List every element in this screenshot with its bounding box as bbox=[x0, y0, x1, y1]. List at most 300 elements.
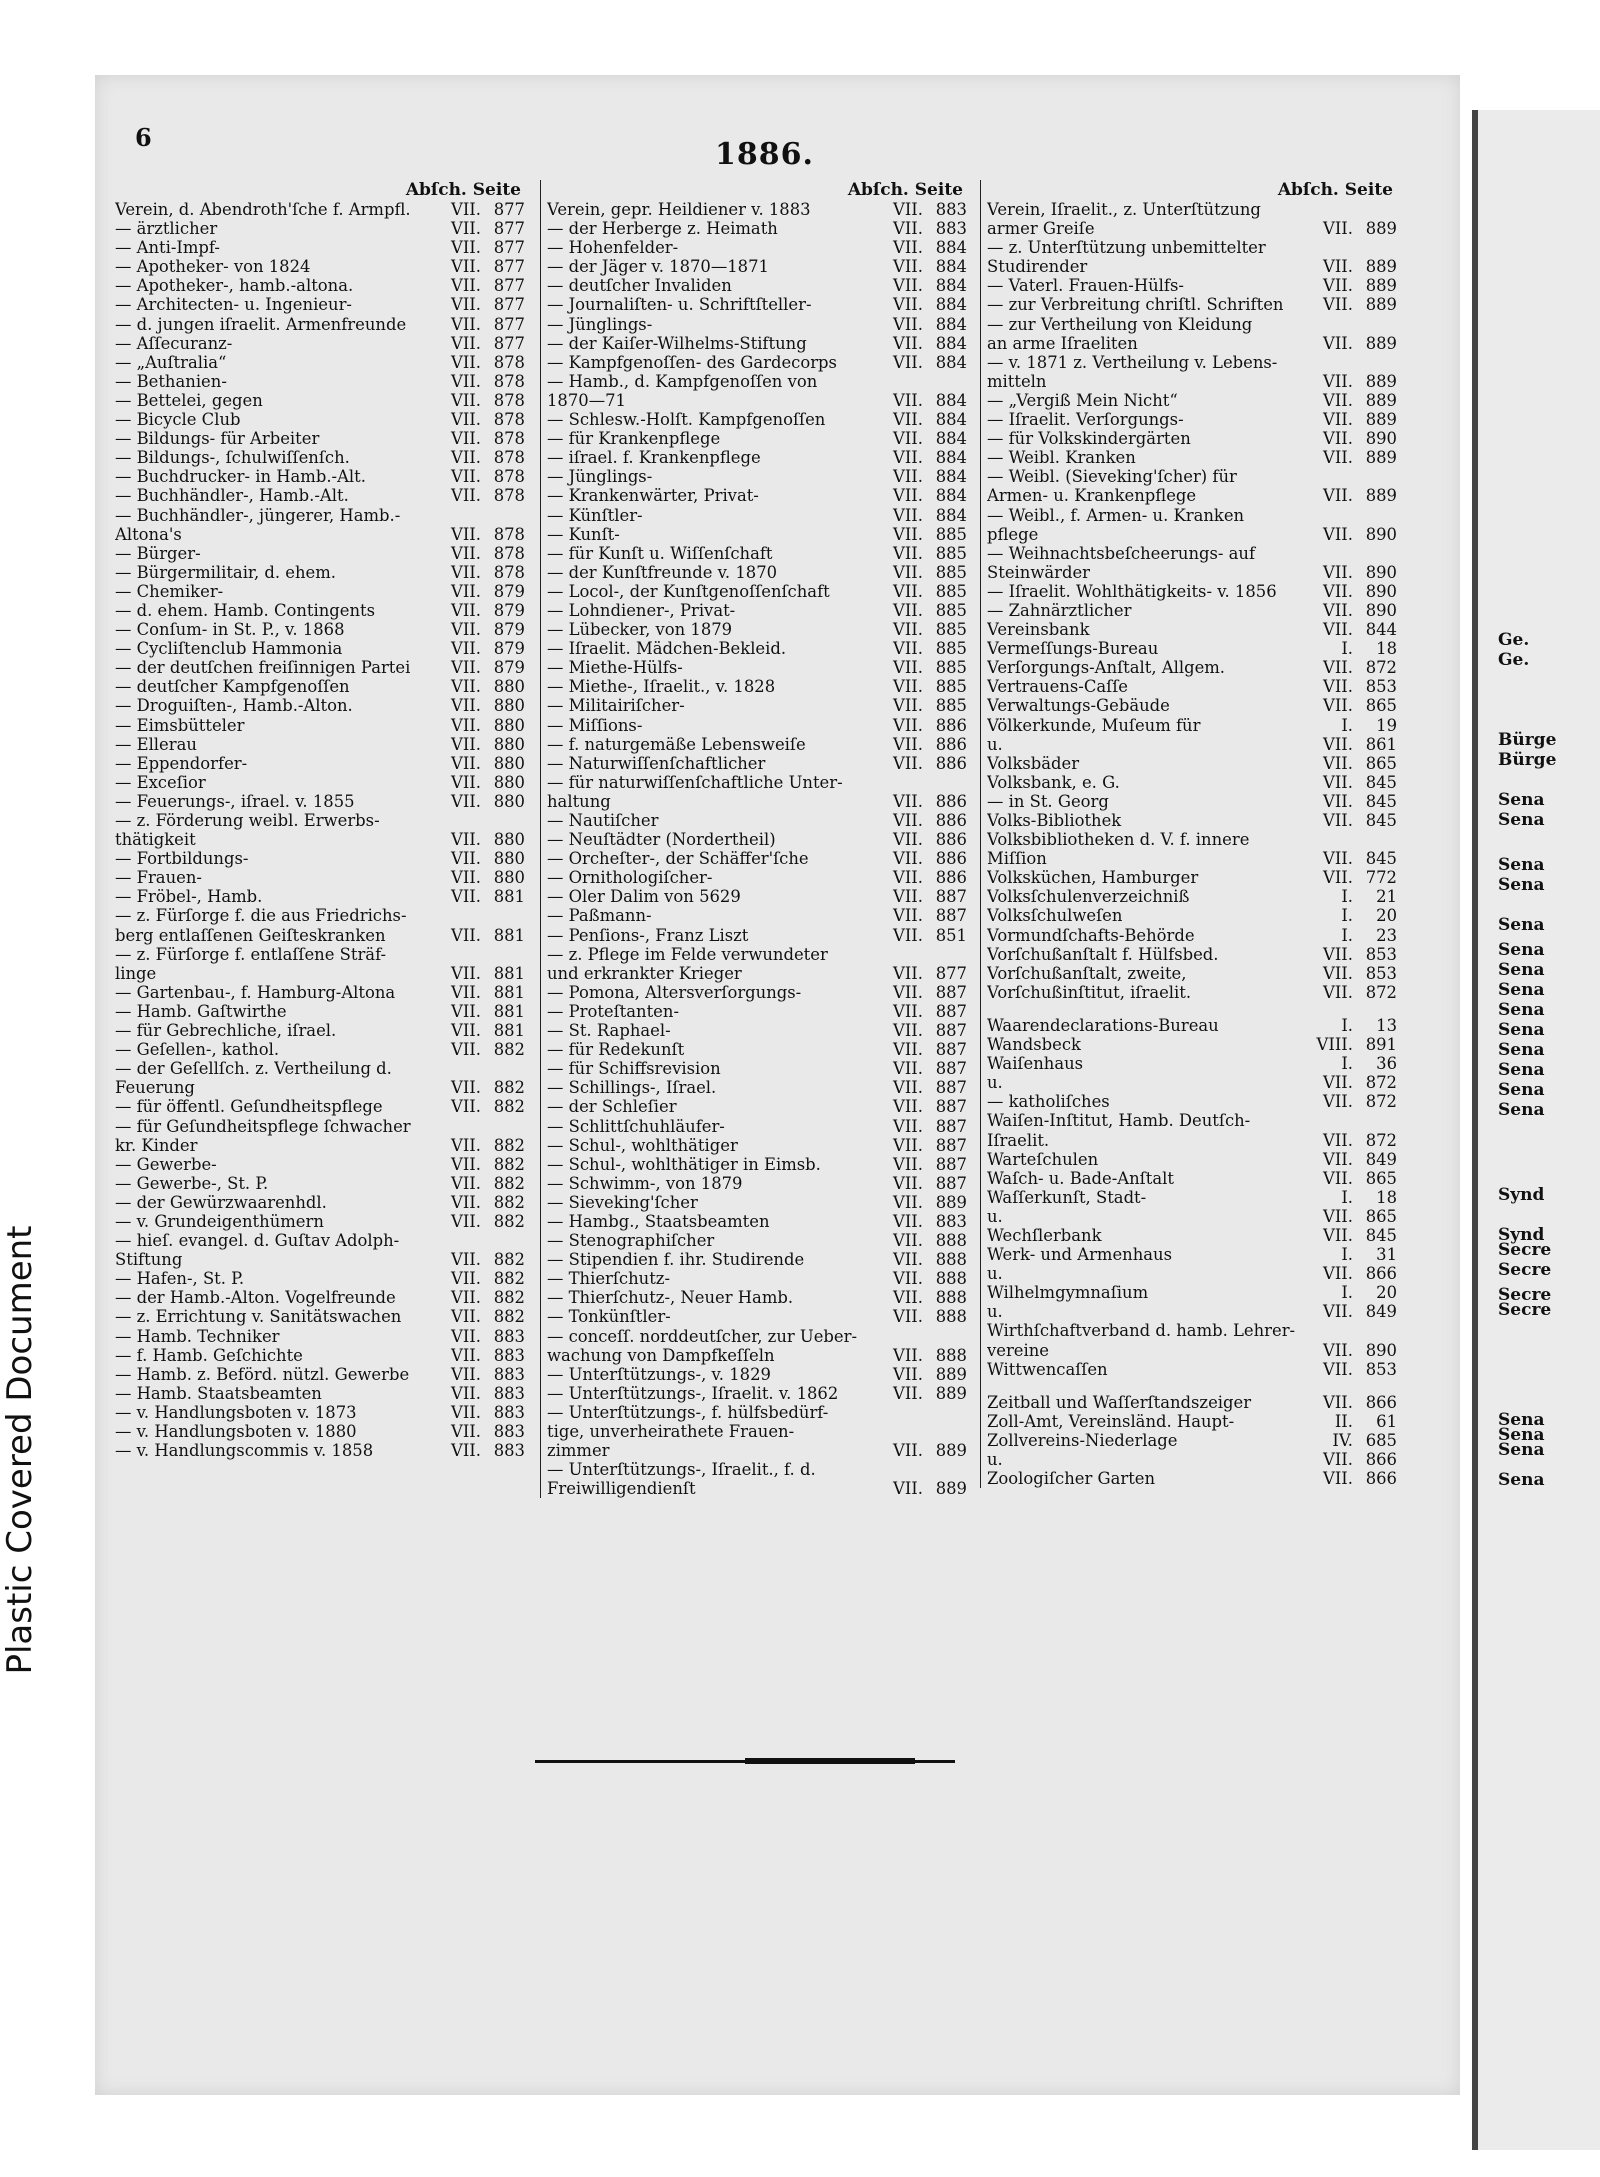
index-entry bbox=[115, 716, 525, 735]
index-entry bbox=[987, 926, 1397, 945]
entry-page: 878 bbox=[493, 543, 525, 563]
entry-title: — v. Handlungsboten v. 1873 bbox=[115, 1402, 357, 1422]
entry-title: Feuerung bbox=[115, 1078, 195, 1098]
index-entry bbox=[987, 1393, 1397, 1412]
entry-page: 886 bbox=[935, 849, 967, 869]
entry-page: 888 bbox=[935, 1269, 967, 1289]
entry-page: 844 bbox=[1365, 620, 1397, 640]
entry-title: — Bürgermilitair, d. ehem. bbox=[115, 562, 337, 582]
index-entry bbox=[115, 1327, 525, 1346]
index-entry bbox=[987, 1188, 1397, 1207]
entry-section: VII. bbox=[451, 581, 481, 601]
entry-title: — Journaliſten- u. Schriftſteller- bbox=[547, 295, 812, 315]
index-entry bbox=[987, 582, 1397, 601]
index-entry bbox=[987, 372, 1397, 391]
entry-title: — v. Grundeigenthümern bbox=[115, 1211, 324, 1231]
entry-page: 886 bbox=[935, 753, 967, 773]
index-entry bbox=[547, 544, 967, 563]
entry-title: — Schlesw.-Holſt. Kampfgenoſſen bbox=[547, 410, 826, 430]
entry-title: — Hamb. Techniker bbox=[115, 1326, 280, 1346]
entry-title: — Hamb., d. Kampfgenoſſen von bbox=[547, 371, 818, 391]
entry-title: — Hamb. z. Beförd. nützl. Gewerbe bbox=[115, 1364, 410, 1384]
index-entry bbox=[115, 506, 525, 525]
entry-section: VII. bbox=[893, 410, 923, 430]
index-entry bbox=[115, 353, 525, 372]
entry-page: 882 bbox=[493, 1135, 525, 1155]
index-entry bbox=[547, 735, 967, 754]
entry-title: — z. Errichtung v. Sanitätswachen bbox=[115, 1307, 402, 1327]
index-entry bbox=[547, 391, 967, 410]
entry-page: 885 bbox=[935, 677, 967, 697]
index-entry bbox=[987, 525, 1397, 544]
adjacent-page-text: Secre bbox=[1498, 1260, 1552, 1280]
index-entry bbox=[115, 257, 525, 276]
entry-title: Zeitball und Waſſerſtandszeiger bbox=[987, 1392, 1252, 1412]
entry-section: VII. bbox=[451, 486, 481, 506]
entry-page bbox=[485, 811, 525, 830]
entry-page: 887 bbox=[935, 1021, 967, 1041]
entry-page: 872 bbox=[1365, 982, 1397, 1002]
entry-title: linge bbox=[115, 963, 157, 983]
entry-page: 888 bbox=[935, 1307, 967, 1327]
index-entry bbox=[547, 620, 967, 639]
entry-page: 866 bbox=[1365, 1264, 1397, 1284]
entry-section: VII. bbox=[451, 1040, 481, 1060]
entry-title: — für Geſundheitspflege ſchwacher bbox=[115, 1116, 411, 1136]
index-entry bbox=[547, 945, 967, 964]
entry-page bbox=[1357, 353, 1397, 372]
index-entry bbox=[987, 1035, 1397, 1054]
entry-page: 886 bbox=[935, 811, 967, 830]
entry-title: — Hamb. Staatsbeamten bbox=[115, 1383, 322, 1403]
entry-page: 885 bbox=[935, 524, 967, 544]
entry-page: 845 bbox=[1365, 811, 1397, 830]
index-entry bbox=[115, 906, 525, 925]
entry-page: 887 bbox=[935, 1040, 967, 1060]
entry-section: VII. bbox=[893, 1479, 923, 1499]
entry-title: Warteſchulen bbox=[987, 1149, 1099, 1169]
entry-title: — v. Handlungscommis v. 1858 bbox=[115, 1441, 374, 1461]
entry-section: VII. bbox=[451, 562, 481, 582]
index-entry bbox=[987, 1016, 1397, 1035]
entry-page: 853 bbox=[1365, 944, 1397, 964]
entry-title: — Nautiſcher bbox=[547, 811, 659, 830]
entry-section: VII. bbox=[451, 887, 481, 907]
entry-title: Vorſchußinſtitut, iſraelit. bbox=[987, 982, 1192, 1002]
entry-title: — Hambg., Staatsbeamten bbox=[547, 1211, 770, 1231]
entry-section: VII. bbox=[451, 295, 481, 315]
entry-page: 878 bbox=[493, 352, 525, 372]
entry-section: VII. bbox=[893, 295, 923, 315]
entry-section bbox=[423, 906, 485, 925]
entry-section: VII. bbox=[893, 1173, 923, 1193]
entry-section: VII. bbox=[893, 352, 923, 372]
entry-page: 889 bbox=[1365, 219, 1397, 239]
entry-section: VII. bbox=[893, 276, 923, 296]
entry-section: VII. bbox=[893, 1059, 923, 1079]
entry-title: Waiſenhaus bbox=[987, 1054, 1084, 1074]
entry-page: 877 bbox=[935, 963, 967, 983]
entry-section: VII. bbox=[1323, 1450, 1353, 1469]
entry-title: — Bildungs- für Arbeiter bbox=[115, 429, 320, 449]
index-entry bbox=[547, 1346, 967, 1365]
entry-title: thätigkeit bbox=[115, 830, 196, 850]
index-entry bbox=[547, 525, 967, 544]
entry-section: VII. bbox=[451, 429, 481, 449]
entry-page: 887 bbox=[935, 1059, 967, 1079]
entry-section: VIII. bbox=[1316, 1035, 1353, 1055]
entry-page: 880 bbox=[493, 868, 525, 888]
entry-section: VII. bbox=[893, 1078, 923, 1098]
entry-page: 880 bbox=[493, 830, 525, 850]
index-entry bbox=[547, 906, 967, 925]
entry-page bbox=[485, 1117, 525, 1136]
entry-page: 884 bbox=[935, 295, 967, 315]
entry-page: 887 bbox=[935, 1135, 967, 1155]
entry-section: VII. bbox=[893, 1307, 923, 1327]
index-entry bbox=[115, 1002, 525, 1021]
entry-title: Steinwärder bbox=[987, 562, 1090, 582]
entry-section: VII. bbox=[451, 333, 481, 353]
index-entry bbox=[987, 735, 1397, 754]
index-entry bbox=[115, 601, 525, 620]
entry-title: — iſrael. f. Krankenpflege bbox=[547, 448, 761, 468]
entry-title: — Proteſtanten- bbox=[547, 1001, 679, 1021]
index-entry bbox=[547, 773, 967, 792]
entry-title: Wilhelmgymnaſium bbox=[987, 1283, 1149, 1303]
entry-title: — Krankenwärter, Privat- bbox=[547, 486, 759, 506]
entry-title: — conceſſ. norddeutſcher, zur Ueber- bbox=[547, 1326, 857, 1346]
entry-page bbox=[927, 945, 967, 964]
index-entry bbox=[547, 964, 967, 983]
index-entry bbox=[987, 1450, 1397, 1469]
index-entry bbox=[547, 219, 967, 238]
entry-title: — Fortbildungs- bbox=[115, 849, 249, 869]
index-entry bbox=[115, 486, 525, 505]
entry-page: 881 bbox=[493, 982, 525, 1002]
index-entry bbox=[115, 735, 525, 754]
index-entry bbox=[115, 1136, 525, 1155]
entry-title: — der Kunſtfreunde v. 1870 bbox=[547, 562, 778, 582]
entry-page: 884 bbox=[935, 505, 967, 525]
index-entry bbox=[115, 945, 525, 964]
entry-section: VII. bbox=[1323, 562, 1353, 582]
side-label bbox=[0, 950, 40, 1950]
entry-title: — Vaterl. Frauen-Hülfs- bbox=[987, 276, 1184, 296]
entry-page: 888 bbox=[935, 1250, 967, 1270]
index-column-3 bbox=[980, 180, 1397, 1488]
entry-title: Verſorgungs-Anſtalt, Allgem. bbox=[987, 658, 1226, 678]
entry-title: — Weibl. (Sieveking'ſcher) für bbox=[987, 467, 1237, 487]
entry-title: — Kampfgenoſſen- des Gardecorps bbox=[547, 352, 837, 372]
entry-title: Volksbank, e. G. bbox=[987, 772, 1120, 792]
index-entry bbox=[115, 238, 525, 257]
index-entry bbox=[547, 1250, 967, 1269]
entry-page: 685 bbox=[1365, 1430, 1397, 1450]
entry-title: — Miethe-, Iſraelit., v. 1828 bbox=[547, 677, 776, 697]
entry-page: 884 bbox=[935, 390, 967, 410]
entry-section: VII. bbox=[893, 677, 923, 697]
entry-section bbox=[423, 1231, 485, 1250]
entry-section: VII. bbox=[451, 791, 481, 811]
index-entry bbox=[987, 830, 1397, 849]
entry-section: VII. bbox=[1323, 868, 1353, 888]
index-entry bbox=[547, 353, 967, 372]
entry-page: 888 bbox=[935, 1345, 967, 1365]
entry-title: — der Herberge z. Heimath bbox=[547, 219, 778, 239]
index-entry bbox=[115, 1212, 525, 1231]
entry-section: VII. bbox=[893, 333, 923, 353]
entry-title: — zur Vertheilung von Kleidung bbox=[987, 314, 1253, 334]
entry-page: 889 bbox=[935, 1192, 967, 1212]
entry-section: VII. bbox=[451, 868, 481, 888]
entry-title: — v. Handlungsboten v. 1880 bbox=[115, 1422, 357, 1441]
entry-page: 849 bbox=[1365, 1302, 1397, 1322]
entry-section: VII. bbox=[451, 715, 481, 735]
index-entry bbox=[115, 1403, 525, 1422]
adjacent-page-text: Sena bbox=[1498, 1040, 1545, 1060]
index-entry bbox=[987, 620, 1397, 639]
index-entry bbox=[987, 677, 1397, 696]
entry-page: 31 bbox=[1376, 1245, 1397, 1265]
index-entry bbox=[987, 391, 1397, 410]
entry-page: 879 bbox=[493, 581, 525, 601]
index-entry bbox=[547, 257, 967, 276]
entry-page: 882 bbox=[493, 1078, 525, 1098]
entry-section: VII. bbox=[451, 276, 481, 296]
entry-page bbox=[485, 1059, 525, 1078]
index-entry bbox=[987, 544, 1397, 563]
entry-title: — der Kaiſer-Wilhelms-Stiftung bbox=[547, 333, 807, 353]
entry-section: VII. bbox=[893, 849, 923, 869]
entry-title: — z. Fürſorge f. die aus Friedrichs- bbox=[115, 906, 407, 926]
index-entry bbox=[115, 792, 525, 811]
index-entry bbox=[115, 887, 525, 906]
entry-section: VII. bbox=[1323, 791, 1353, 811]
entry-section: VII. bbox=[1323, 1225, 1353, 1245]
index-entry bbox=[115, 429, 525, 448]
entry-title: Freiwilligendienſt bbox=[547, 1479, 696, 1499]
index-entry bbox=[115, 696, 525, 715]
entry-section: VII. bbox=[893, 1364, 923, 1384]
index-entry bbox=[547, 410, 967, 429]
document-page bbox=[95, 75, 1460, 2095]
index-entry bbox=[115, 1174, 525, 1193]
index-entry bbox=[115, 754, 525, 773]
entry-title: und erkrankter Krieger bbox=[547, 963, 742, 983]
entry-title: — Gartenbau-, f. Hamburg-Altona bbox=[115, 982, 396, 1002]
adjacent-page-text: Sena bbox=[1498, 1080, 1545, 1100]
index-entry bbox=[115, 276, 525, 295]
index-entry bbox=[547, 200, 967, 219]
entry-section: VII. bbox=[451, 1154, 481, 1174]
entry-page: 887 bbox=[935, 1097, 967, 1117]
adjacent-page-text: Sena bbox=[1498, 790, 1545, 810]
entry-section bbox=[1295, 506, 1357, 525]
entry-title: — Bildungs-, ſchulwiſſenſch. bbox=[115, 448, 350, 468]
entry-page: 865 bbox=[1365, 1206, 1397, 1226]
entry-title: Stiftung bbox=[115, 1250, 183, 1270]
adjacent-page-text: Sena bbox=[1498, 960, 1545, 980]
entry-page: 877 bbox=[493, 200, 525, 219]
entry-page: 889 bbox=[1365, 333, 1397, 353]
index-entry bbox=[547, 1117, 967, 1136]
entry-title: — Feuerungs-, iſrael. v. 1855 bbox=[115, 791, 355, 811]
index-column-2 bbox=[540, 180, 967, 1498]
entry-title: — Hamb. Gaſtwirthe bbox=[115, 1001, 287, 1021]
index-entry bbox=[987, 410, 1397, 429]
entry-section: VII. bbox=[1323, 1469, 1353, 1489]
entry-title: — für öffentl. Geſundheitspflege bbox=[115, 1097, 383, 1117]
entry-page: 884 bbox=[935, 238, 967, 258]
entry-page: 883 bbox=[493, 1402, 525, 1422]
entry-title: — Lübecker, von 1879 bbox=[547, 620, 733, 640]
index-entry bbox=[115, 582, 525, 601]
entry-title: — Gewerbe- bbox=[115, 1154, 217, 1174]
entry-title: — „Vergiß Mein Nicht“ bbox=[987, 390, 1178, 410]
entry-section: VII. bbox=[1323, 581, 1353, 601]
index-entry bbox=[987, 315, 1397, 334]
entry-title: — zur Verbreitung chriſtl. Schriften bbox=[987, 295, 1284, 315]
entry-page bbox=[927, 1460, 967, 1479]
entry-title: Iſraelit. bbox=[987, 1130, 1050, 1150]
entry-section: VII. bbox=[1323, 1302, 1353, 1322]
entry-page: 36 bbox=[1376, 1054, 1397, 1074]
entry-section: VII. bbox=[451, 658, 481, 678]
entry-title: — der Jäger v. 1870—1871 bbox=[547, 257, 769, 277]
entry-page: 884 bbox=[935, 467, 967, 487]
entry-page: 885 bbox=[935, 581, 967, 601]
entry-title: — Buchdrucker- in Hamb.-Alt. bbox=[115, 467, 366, 487]
entry-section: VII. bbox=[1323, 1130, 1353, 1150]
entry-section: I. bbox=[1341, 925, 1353, 945]
entry-section: VII. bbox=[893, 1021, 923, 1041]
entry-page: 885 bbox=[935, 543, 967, 563]
index-entry bbox=[987, 1131, 1397, 1150]
adjacent-page-text: Bürge bbox=[1498, 750, 1557, 770]
entry-page: 877 bbox=[493, 276, 525, 296]
entry-section: VII. bbox=[451, 1135, 481, 1155]
entry-page: 879 bbox=[493, 620, 525, 640]
entry-section: VII. bbox=[1323, 696, 1353, 716]
index-entry bbox=[987, 1054, 1397, 1073]
index-entry bbox=[115, 1346, 525, 1365]
index-entry bbox=[987, 601, 1397, 620]
entry-page bbox=[1357, 1002, 1397, 1016]
entry-title: — der Schleſier bbox=[547, 1097, 677, 1117]
index-entry bbox=[987, 792, 1397, 811]
entry-title: — Cycliſtenclub Hammonia bbox=[115, 639, 343, 659]
index-entry bbox=[987, 983, 1397, 1002]
index-entry bbox=[547, 811, 967, 830]
entry-page: 883 bbox=[493, 1383, 525, 1403]
index-entry bbox=[115, 830, 525, 849]
entry-page bbox=[927, 773, 967, 792]
entry-section: VII. bbox=[893, 390, 923, 410]
entry-page: 884 bbox=[935, 257, 967, 277]
index-entry bbox=[547, 1002, 967, 1021]
index-entry bbox=[115, 1307, 525, 1326]
entry-title: u. bbox=[987, 1302, 1003, 1322]
entry-page: 889 bbox=[1365, 448, 1397, 468]
entry-section: VII. bbox=[893, 1441, 923, 1461]
entry-page: 853 bbox=[1365, 1359, 1397, 1379]
entry-page: 880 bbox=[493, 734, 525, 754]
index-entry bbox=[547, 1231, 967, 1250]
entry-title: — deutſcher Invaliden bbox=[547, 276, 732, 296]
entry-page: 882 bbox=[493, 1097, 525, 1117]
entry-title: berg entlaſſenen Geiſteskranken bbox=[115, 925, 386, 945]
entry-section: VII. bbox=[451, 734, 481, 754]
entry-page: 890 bbox=[1365, 581, 1397, 601]
index-entry bbox=[547, 658, 967, 677]
entry-page: 887 bbox=[935, 1116, 967, 1136]
entry-section: VII. bbox=[1323, 1392, 1353, 1412]
index-entry bbox=[987, 1264, 1397, 1283]
entry-title: — Locol-, der Kunſtgenoſſenſchaft bbox=[547, 581, 830, 601]
entry-section: VII. bbox=[1323, 371, 1353, 391]
entry-section bbox=[423, 811, 485, 830]
entry-page: 877 bbox=[493, 238, 525, 258]
entry-section: VII. bbox=[893, 581, 923, 601]
entry-title: Wandsbeck bbox=[987, 1035, 1081, 1055]
entry-page: 878 bbox=[493, 429, 525, 449]
entry-page: 884 bbox=[935, 448, 967, 468]
entry-page: 865 bbox=[1365, 1168, 1397, 1188]
entry-section: VII. bbox=[893, 1001, 923, 1021]
entry-title: Wechſlerbank bbox=[987, 1225, 1102, 1245]
index-entry bbox=[987, 1431, 1397, 1450]
entry-title: — St. Raphael- bbox=[547, 1021, 671, 1041]
entry-section: VII. bbox=[893, 696, 923, 716]
index-entry bbox=[987, 429, 1397, 448]
entry-page: 877 bbox=[493, 333, 525, 353]
entry-section bbox=[865, 945, 927, 964]
entry-section: VII. bbox=[893, 238, 923, 258]
entry-title: — f. Hamb. Geſchichte bbox=[115, 1345, 303, 1365]
entry-page: 13 bbox=[1376, 1015, 1397, 1035]
entry-section: VII. bbox=[451, 257, 481, 277]
entry-title: — z. Fürſorge f. entlaſſene Sträf- bbox=[115, 944, 387, 964]
entry-section bbox=[865, 1403, 927, 1422]
entry-title: — d. ehem. Hamb. Contingents bbox=[115, 600, 376, 620]
entry-title: Völkerkunde, Muſeum für bbox=[987, 715, 1201, 735]
entry-page: 883 bbox=[493, 1364, 525, 1384]
entry-page: 61 bbox=[1376, 1411, 1397, 1431]
index-entry bbox=[115, 1059, 525, 1078]
entry-section: VII. bbox=[451, 448, 481, 468]
index-entry bbox=[547, 1307, 967, 1326]
adjacent-page-text: Sena bbox=[1498, 940, 1545, 960]
index-entry bbox=[115, 1269, 525, 1288]
entry-page: 883 bbox=[935, 1211, 967, 1231]
index-entry bbox=[547, 1288, 967, 1307]
entry-title: — Bettelei, gegen bbox=[115, 390, 263, 410]
entry-page: 889 bbox=[935, 1383, 967, 1403]
index-entry bbox=[547, 983, 967, 1002]
entry-page bbox=[1357, 1321, 1397, 1340]
entry-section: VII. bbox=[893, 1383, 923, 1403]
entry-section: VII. bbox=[893, 925, 923, 945]
entry-page bbox=[1357, 315, 1397, 334]
index-entry bbox=[547, 1097, 967, 1116]
entry-section: VII. bbox=[893, 1250, 923, 1270]
entry-section: I. bbox=[1341, 887, 1353, 907]
entry-section: VII. bbox=[893, 620, 923, 640]
entry-page: 882 bbox=[493, 1173, 525, 1193]
entry-section: VII. bbox=[451, 982, 481, 1002]
entry-title: — d. jungen iſraelit. Armenfreunde bbox=[115, 314, 407, 334]
